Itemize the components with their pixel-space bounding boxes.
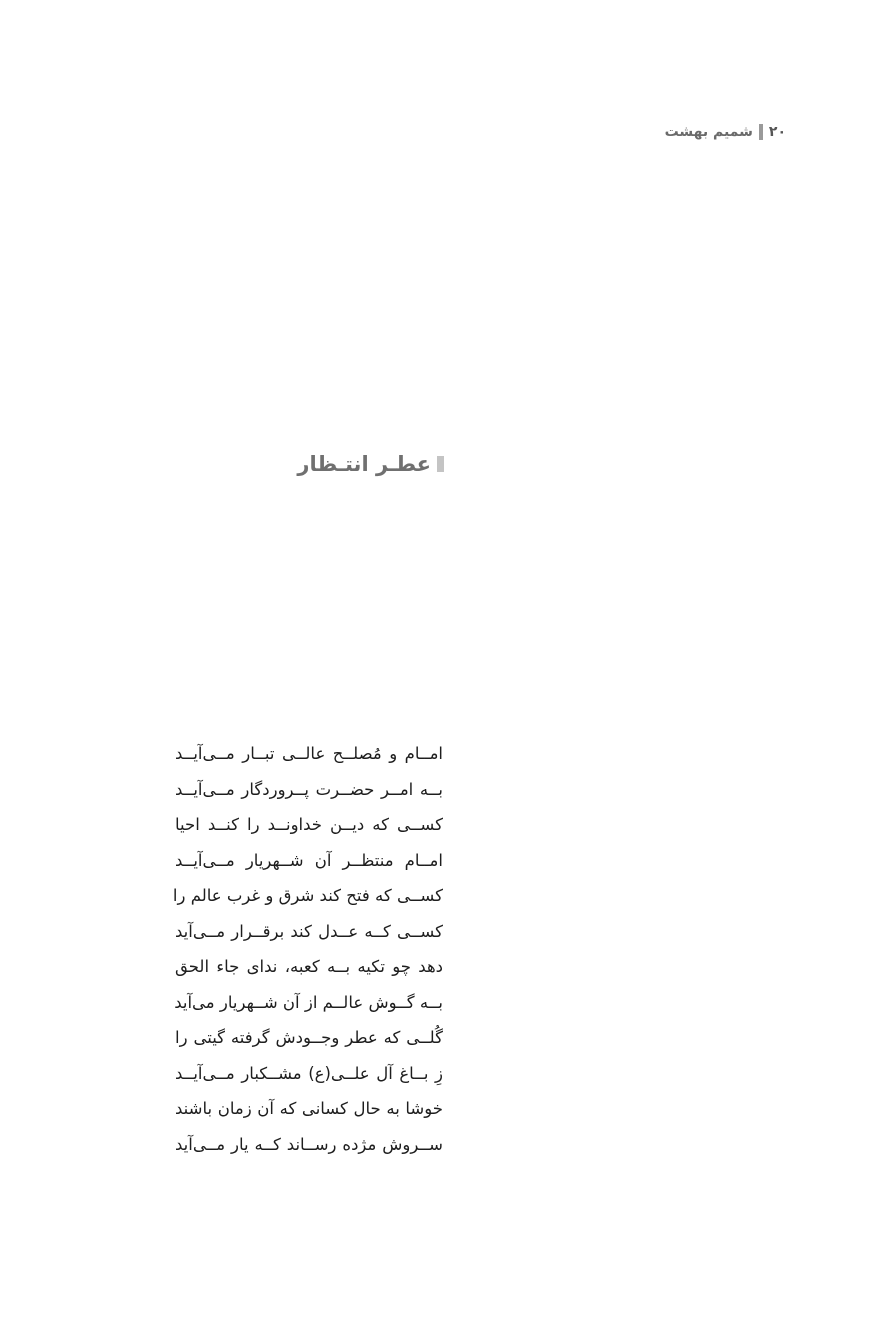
poem-line: گُلــی که عطر وجــودش گرفته گیتی را: [175, 1028, 443, 1047]
poem-line: ســروش مژده رســاند کــه یار مــی‌آید: [175, 1134, 443, 1154]
book-title: شمیم بهشت: [664, 124, 753, 140]
poem-line: کســی که فتح کند شرق و غرب عالم را: [172, 886, 443, 905]
header-separator-bar: [759, 124, 763, 140]
page-number: ۲۰: [768, 124, 786, 140]
heading-marker-icon: [437, 456, 444, 472]
poem-title: عطـر انتـظار: [297, 452, 431, 476]
poem-line: امــام و مُصلــح عالــی تبــار مــی‌آیــد: [175, 744, 443, 763]
poem-line: امــام منتظــر آن شــهریار مــی‌آیــد: [175, 850, 443, 870]
poem-heading: [297, 452, 444, 476]
poem-line: دهد چو تکیه بــه کعبه، ندای جاء الحق: [175, 957, 443, 976]
poem-line: خوشا به حال کسانی که آن زمان باشند: [175, 1099, 443, 1118]
running-header: [665, 124, 786, 140]
poem-line: بــه گــوش عالــم از آن شــهریار می‌آید: [174, 992, 443, 1012]
poem-line: زِ بــاغ آل علــی(ع) مشــکبار مــی‌آیــد: [175, 1063, 443, 1083]
poem-line: کســی کــه عــدل کند برقــرار مــی‌آید: [175, 921, 443, 941]
poem-line: بــه امــر حضــرت پــروردگار مــی‌آیــد: [175, 779, 443, 799]
poem-body: [172, 736, 443, 1162]
poem-line: کســی که دیــن خداونــد را کنــد احیا: [175, 815, 443, 834]
